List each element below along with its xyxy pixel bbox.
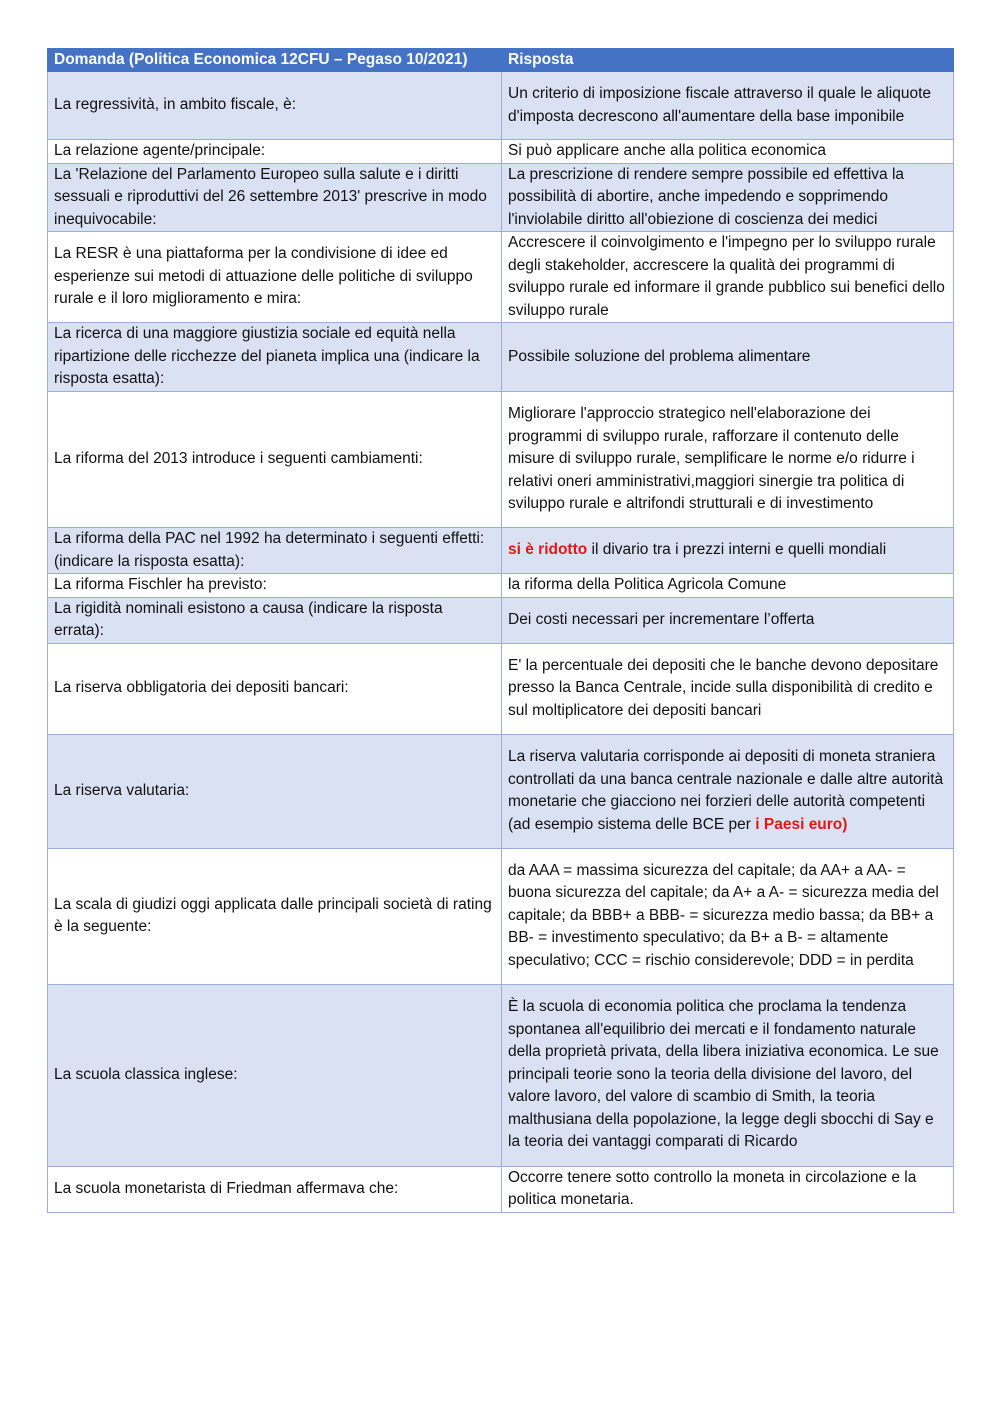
table-row (48, 232, 954, 323)
table-row (48, 643, 954, 734)
question-cell: La riforma della PAC nel 1992 ha determinato i seguenti effetti: (indicare la risposta esatta): (48, 528, 502, 574)
question-cell: La 'Relazione del Parlamento Europeo sulla salute e i diritti sessuali e riproduttivi del 26 settembre 2013' prescrive in modo inequivocabile: (48, 163, 502, 232)
question-cell: La riforma del 2013 introduce i seguenti cambiamenti: (48, 392, 502, 528)
answer-cell: Occorre tenere sotto controllo la moneta in circolazione e la politica monetaria. (502, 1166, 954, 1212)
question-cell: La scuola monetarista di Friedman affermava che: (48, 1166, 502, 1212)
answer-cell (502, 528, 954, 574)
qa-table (47, 48, 954, 1213)
answer-text: La riserva valutaria corrisponde ai depositi di moneta straniera controllati da una banca centrale nazionale e dalle altre autorità monetarie che giacciono nei forzieri delle autorità competenti (ad esempio sistema delle BCE per (508, 748, 944, 833)
table-row (48, 848, 954, 984)
question-cell: La riforma Fischler ha previsto: (48, 574, 502, 598)
answer-text: il divario tra i prezzi interni e quelli mondiali (587, 541, 887, 559)
highlighted-answer-text: i Paesi euro) (755, 815, 848, 833)
question-cell: La scuola classica inglese: (48, 984, 502, 1166)
table-row (48, 323, 954, 392)
answer-cell: Accrescere il coinvolgimento e l'impegno per lo sviluppo rurale degli stakeholder, accrescere la qualità dei programmi di sviluppo rurale ed informare il grande pubblico sui benefici dello sviluppo rurale (502, 232, 954, 323)
question-cell: La riserva valutaria: (48, 734, 502, 848)
question-cell: La regressività, in ambito fiscale, è: (48, 72, 502, 140)
question-cell: La relazione agente/principale: (48, 140, 502, 164)
table-row (48, 72, 954, 140)
answer-cell: da AAA = massima sicurezza del capitale; da AA+ a AA- = buona sicurezza del capitale; da A+ a A- = sicurezza media del capitale; da BBB+ a BBB- = sicurezza medio bassa; da BB+ a BB- = investimento speculativo; da B+ a B- = altamente speculativo; CCC = rischio considerevole; DDD = in perdita (502, 848, 954, 984)
answer-cell: la riforma della Politica Agricola Comune (502, 574, 954, 598)
table-row (48, 734, 954, 848)
table-body (48, 72, 954, 1213)
answer-cell (502, 734, 954, 848)
table-row (48, 163, 954, 232)
table-row (48, 574, 954, 598)
highlighted-answer-text: si è ridotto (508, 541, 588, 559)
answer-cell: È la scuola di economia politica che proclama la tendenza spontanea all'equilibrio dei mercati e il fondamento naturale della proprietà privata, della libera iniziativa economica. Le sue principali teorie sono la teoria della divisione del lavoro, del valore lavoro, del valore di scambio di Smith, la teoria malthusiana della popolazione, la legge degli sbocchi di Say e la teoria dei vantaggi comparati di Ricardo (502, 984, 954, 1166)
question-cell: La riserva obbligatoria dei depositi bancari: (48, 643, 502, 734)
answer-cell: Si può applicare anche alla politica economica (502, 140, 954, 164)
question-cell: La rigidità nominali esistono a causa (indicare la risposta errata): (48, 597, 502, 643)
answer-cell: Dei costi necessari per incrementare l’offerta (502, 597, 954, 643)
table-row (48, 1166, 954, 1212)
table-header (48, 49, 954, 72)
question-cell: La scala di giudizi oggi applicata dalle principali società di rating è la seguente: (48, 848, 502, 984)
answer-cell: La prescrizione di rendere sempre possibile ed effettiva la possibilità di abortire, anche impedendo e sopprimendo l'inviolabile diritto all'obiezione di coscienza dei medici (502, 163, 954, 232)
table-row (48, 528, 954, 574)
table-row (48, 392, 954, 528)
question-column-header: Domanda (Politica Economica 12CFU – Pegaso 10/2021) (48, 49, 502, 72)
answer-cell: E' la percentuale dei depositi che le banche devono depositare presso la Banca Centrale, incide sulla disponibilità di credito e sul moltiplicatore dei depositi bancari (502, 643, 954, 734)
question-cell: La RESR è una piattaforma per la condivisione di idee ed esperienze sui metodi di attuazione delle politiche di sviluppo rurale e il loro miglioramento e mira: (48, 232, 502, 323)
table-row (48, 984, 954, 1166)
answer-cell: Un criterio di imposizione fiscale attraverso il quale le aliquote d'imposta decrescono all'aumentare della base imponibile (502, 72, 954, 140)
answer-column-header: Risposta (502, 49, 954, 72)
table-row (48, 597, 954, 643)
header-row (48, 49, 954, 72)
answer-cell: Possibile soluzione del problema alimentare (502, 323, 954, 392)
answer-cell: Migliorare l'approccio strategico nell'elaborazione dei programmi di sviluppo rurale, rafforzare il contenuto delle misure di sviluppo rurale, semplificare le norme e/o ridurre i relativi oneri amministrativi,maggiori sinergie tra politica di sviluppo rurale e altrifondi strutturali e di investimento (502, 392, 954, 528)
table-row (48, 140, 954, 164)
question-cell: La ricerca di una maggiore giustizia sociale ed equità nella ripartizione delle ricchezze del pianeta implica una (indicare la risposta esatta): (48, 323, 502, 392)
